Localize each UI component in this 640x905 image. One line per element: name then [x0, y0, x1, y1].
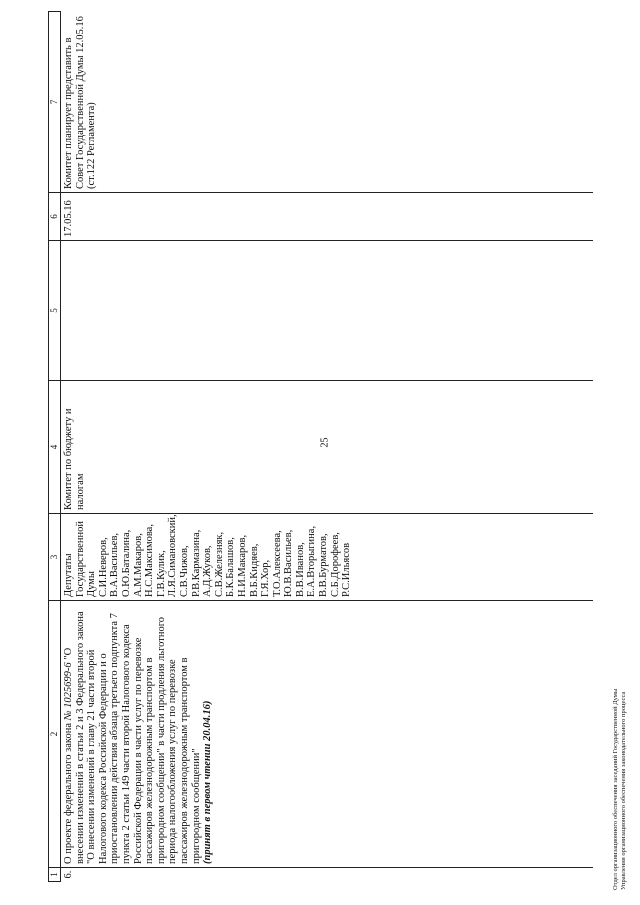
column-number: 4 — [49, 381, 61, 514]
empty-cell — [61, 241, 594, 381]
decision-cell: Комитет планирует представить в Совет Государственной Думы 12.05.16 (ст.122 Регламента) — [61, 12, 594, 193]
author-name: С.В.Железняк, — [213, 531, 225, 597]
author-name: С.В.Чижов, — [178, 545, 190, 597]
row-number: 6. — [63, 870, 74, 879]
author-name: Ю.В.Васильев, — [283, 529, 295, 597]
rotated-page-content — [48, 12, 608, 882]
author-name: С.Б.Дорофеев, — [329, 532, 341, 597]
author-name: В.В.Иванов, — [294, 542, 306, 597]
author-name: Н.С.Максимова, — [144, 524, 156, 597]
author-name: Р.С.Ильясов — [341, 542, 353, 597]
committee-cell: Комитет по бюджету и налогам — [61, 381, 594, 514]
table-row — [61, 12, 594, 882]
author-name: В.А.Васильев, — [109, 532, 121, 597]
bill-description — [61, 601, 594, 868]
column-number: 6 — [49, 193, 61, 241]
first-reading-note: (принят в первом чтении 20.04.16) — [202, 700, 214, 864]
column-number: 2 — [49, 601, 61, 868]
column-number-row — [49, 12, 61, 882]
column-number: 5 — [49, 241, 61, 381]
date-cell: 17.05.16 — [61, 193, 594, 241]
column-number: 3 — [49, 514, 61, 601]
author-name: Н.И.Макаров, — [236, 534, 248, 597]
bill-title: О проекте федерального закона — [63, 720, 74, 864]
author-name: Б.К.Балашов, — [225, 537, 237, 597]
authors-list — [97, 514, 353, 597]
column-number: 1 — [49, 868, 61, 882]
author-name: А.Д.Жуков, — [202, 545, 214, 597]
law-number: № 1025699-6 — [63, 662, 74, 721]
author-name: Е.А.Вторыгина, — [306, 525, 318, 597]
authors-heading: Депутаты Государственной Думы — [63, 521, 98, 597]
page-number: 25 — [319, 437, 331, 448]
footer — [612, 590, 628, 890]
author-name: О.Ю.Баталина, — [120, 529, 132, 597]
author-name: Т.О.Алексеева, — [271, 530, 283, 597]
footer-line-1: Отдел организационного обеспечения заседаний Государственной Думы — [612, 688, 619, 890]
authors-cell — [61, 514, 594, 601]
footer-line-2: Управления организационного обеспечения законодательного процесса — [620, 691, 627, 890]
bill-body: "О внесении изменений в статьи 2 и 3 Федерального закона "О внесении изменений в главу 21 части второй Налогового кодекса Российской Федерации и о приостановлении действия абзаца третьего подпункта 7 пункта 2 статьи 149 части второй Налогового кодекса Российской Федерации в части услуг по перевозке пассажиров железнодорожным транспортом в пригородном сообщении" в части продления льготного периода налогообложения услуг по перевозке пассажиров железнодорожным транспортом в пригородном сообщении" — [63, 611, 202, 864]
author-name: В.Б.Кидяев, — [248, 543, 260, 597]
bills-table — [48, 11, 593, 882]
author-name: Р.В.Кармазина, — [190, 529, 202, 597]
column-number: 7 — [49, 12, 61, 193]
author-name: А.М.Макаров, — [132, 533, 144, 597]
author-name: Г.Я.Хор, — [260, 559, 272, 597]
author-name: Г.В.Кулик, — [155, 550, 167, 597]
author-name: В.В.Бурматов, — [318, 533, 330, 597]
author-name: Л.Я.Симановский, — [167, 514, 179, 597]
author-name: С.И.Неверов, — [97, 537, 109, 597]
